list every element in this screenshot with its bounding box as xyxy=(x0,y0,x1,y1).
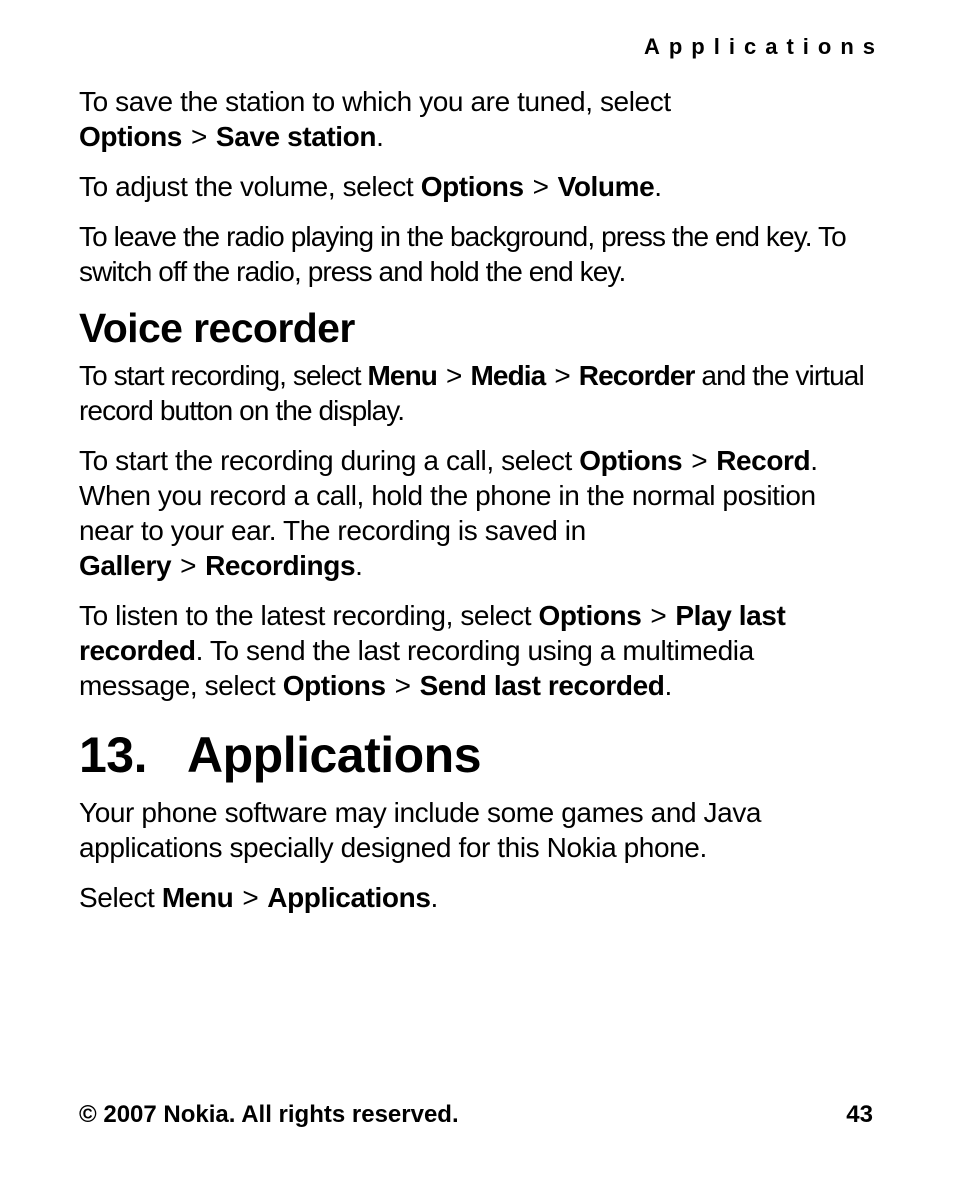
menu-separator: > xyxy=(190,121,207,152)
paragraph-text: To listen to the latest recording, select xyxy=(79,600,539,631)
menu-option: Menu xyxy=(367,360,438,391)
menu-option: Options xyxy=(282,670,386,701)
menu-option: Options xyxy=(538,600,642,631)
menu-option: Send last recorded xyxy=(419,670,665,701)
running-header: Applications xyxy=(643,34,884,59)
radio-save-paragraph xyxy=(79,84,875,154)
menu-separator: > xyxy=(554,360,570,391)
menu-separator: > xyxy=(532,171,549,202)
paragraph-text: To start the recording during a call, select xyxy=(79,445,580,476)
recorder-listen-paragraph xyxy=(79,598,875,703)
document-page xyxy=(79,0,884,1180)
menu-option: Options xyxy=(79,121,182,152)
menu-option: Applications xyxy=(267,882,431,913)
paragraph-text: Select xyxy=(79,882,162,913)
paragraph-text: . xyxy=(664,670,672,701)
menu-option: Play last recorded xyxy=(79,600,786,666)
menu-option: Options xyxy=(420,171,524,202)
menu-separator: > xyxy=(446,360,462,391)
applications-intro-paragraph xyxy=(79,795,875,865)
page-content xyxy=(79,84,875,930)
section-heading-voice-recorder: Voice recorder xyxy=(79,305,355,351)
chapter-heading xyxy=(79,725,875,785)
menu-option: Options xyxy=(579,445,683,476)
menu-separator: > xyxy=(180,550,197,581)
menu-option: Save station xyxy=(215,121,377,152)
menu-option: Recorder xyxy=(578,360,695,391)
paragraph-text: To start recording, select xyxy=(79,360,368,391)
paragraph-text: . xyxy=(376,121,384,152)
menu-separator: > xyxy=(691,445,708,476)
menu-option: Gallery xyxy=(79,550,172,581)
paragraph-text: To adjust the volume, select xyxy=(79,171,421,202)
radio-volume-paragraph xyxy=(79,169,875,204)
paragraph-text: . xyxy=(430,882,438,913)
paragraph-text: . To send the last recording using a multimedia message, select xyxy=(79,635,754,701)
paragraph-text: and the virtual record button on the display. xyxy=(79,360,864,426)
radio-background-paragraph xyxy=(79,219,875,289)
copyright-notice: © 2007 Nokia. All rights reserved. xyxy=(79,1101,459,1128)
menu-separator: > xyxy=(394,670,411,701)
menu-separator: > xyxy=(650,600,667,631)
paragraph-text: To save the station to which you are tuned, select xyxy=(79,86,671,117)
chapter-number: 13. xyxy=(79,727,148,783)
menu-separator: > xyxy=(242,882,259,913)
page-number: 43 xyxy=(846,1101,873,1128)
paragraph-text: . When you record a call, hold the phone in the normal position near to your ear. The recording is saved in xyxy=(79,445,818,546)
menu-option: Media xyxy=(470,360,546,391)
recorder-start-paragraph xyxy=(79,358,875,428)
menu-option: Recordings xyxy=(205,550,356,581)
paragraph-text: To leave the radio playing in the background, press the end key. To switch off the radio, press and hold the end key. xyxy=(79,221,846,287)
chapter-title: Applications xyxy=(187,727,482,783)
paragraph-text: Your phone software may include some games and Java applications specially designed for this Nokia phone. xyxy=(79,797,762,863)
menu-option: Volume xyxy=(557,171,655,202)
menu-option: Record xyxy=(716,445,811,476)
menu-option: Menu xyxy=(161,882,234,913)
paragraph-text: . xyxy=(355,550,363,581)
applications-select-paragraph xyxy=(79,880,875,915)
paragraph-text: . xyxy=(654,171,662,202)
recorder-call-paragraph xyxy=(79,443,875,583)
